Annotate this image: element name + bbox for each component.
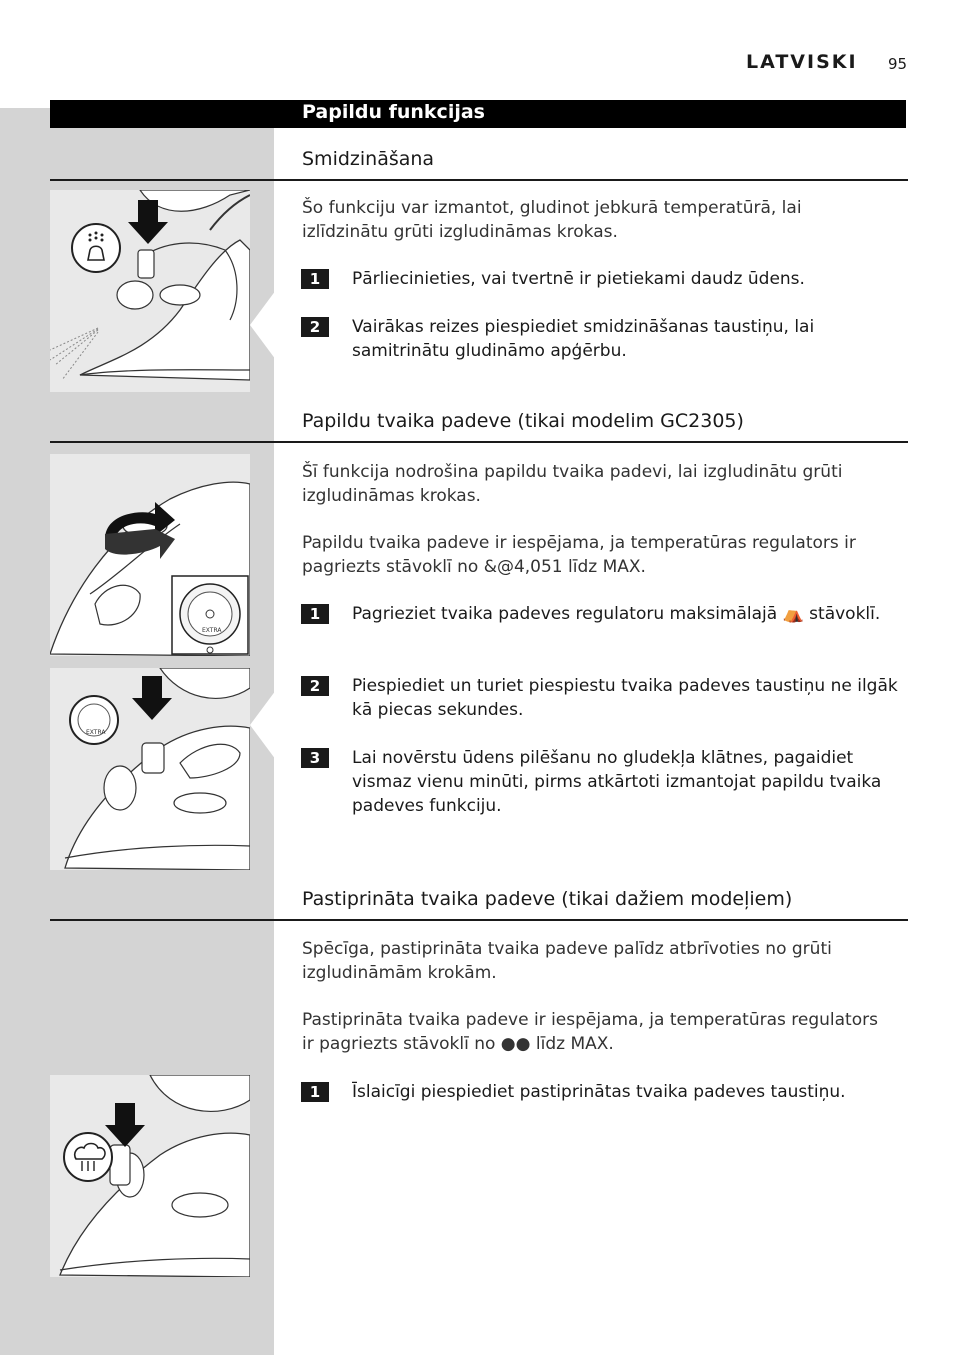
spray-heading: Smidzināšana xyxy=(302,148,435,170)
illustration-pointer xyxy=(250,290,276,360)
spray-illustration xyxy=(50,190,250,392)
spray-icon xyxy=(72,224,120,272)
divider xyxy=(50,919,908,921)
step-number: 1 xyxy=(301,269,329,289)
step-number: 1 xyxy=(301,1082,329,1102)
extra-steam-icon xyxy=(70,696,118,744)
extra-steam-condition: Papildu tvaika padeve ir iespējama, ja temperatūras regulators ir pagriezts stāvoklī no &@4,051 līdz MAX. xyxy=(302,533,856,577)
section-title: Papildu funkcijas xyxy=(302,101,485,123)
svg-text:EXTRA: EXTRA xyxy=(86,729,106,736)
boost-steam-heading: Pastiprināta tvaika padeve (tikai dažiem modeļiem) xyxy=(302,888,793,910)
language-label: LATVISKI xyxy=(746,51,858,73)
step-text: Pārliecinieties, vai tvertnē ir pietiekami daudz ūdens. xyxy=(352,269,805,289)
divider xyxy=(50,441,908,443)
step-text: Pagrieziet tvaika padeves regulatoru maksimālajā ⛺ stāvoklī. xyxy=(352,604,881,624)
extra-steam-illustration xyxy=(50,668,250,870)
svg-text:EXTRA: EXTRA xyxy=(202,627,222,634)
steam-dial-icon xyxy=(180,584,240,644)
step-number: 2 xyxy=(301,676,329,696)
step-text: Īslaicīgi piespiediet pastiprinātas tvaika padeves taustiņu. xyxy=(352,1082,846,1102)
page-number: 95 xyxy=(888,55,908,73)
boost-steam-intro: Spēcīga, pastiprināta tvaika padeve palīdz atbrīvoties no grūti izgludināmām krokām. xyxy=(302,939,832,983)
steam-cloud-icon xyxy=(64,1133,112,1181)
boost-steam-condition: Pastiprināta tvaika padeve ir iespējama, ja temperatūras regulators ir pagriezts stāvoklī no ●● līdz MAX. xyxy=(302,1010,878,1054)
boost-steam-illustration xyxy=(50,1075,250,1277)
step-number: 3 xyxy=(301,748,329,768)
spray-intro: Šo funkciju var izmantot, gludinot jebkurā temperatūrā, lai izlīdzinātu grūti izgludināmas krokas. xyxy=(302,198,802,242)
extra-steam-intro: Šī funkcija nodrošina papildu tvaika padevi, lai izgludinātu grūti izgludināmas krokas. xyxy=(302,462,843,506)
step-text: Vairākas reizes piespiediet smidzināšanas taustiņu, lai samitrinātu gludināmo apģērbu. xyxy=(352,317,815,361)
illustration-pointer xyxy=(250,690,276,760)
divider xyxy=(50,179,908,181)
extra-steam-heading: Papildu tvaika padeve (tikai modelim GC2305) xyxy=(302,410,744,432)
step-number: 1 xyxy=(301,604,329,624)
step-text: Lai novērstu ūdens pilēšanu no gludekļa klātnes, pagaidiet vismaz vienu minūti, pirms atkārtoti izmantojat papildu tvaika padeves funkciju. xyxy=(352,748,882,816)
steam-dial-illustration xyxy=(50,454,250,656)
step-number: 2 xyxy=(301,317,329,337)
step-text: Piespiediet un turiet piespiestu tvaika padeves taustiņu ne ilgāk kā piecas sekundes. xyxy=(352,676,898,720)
